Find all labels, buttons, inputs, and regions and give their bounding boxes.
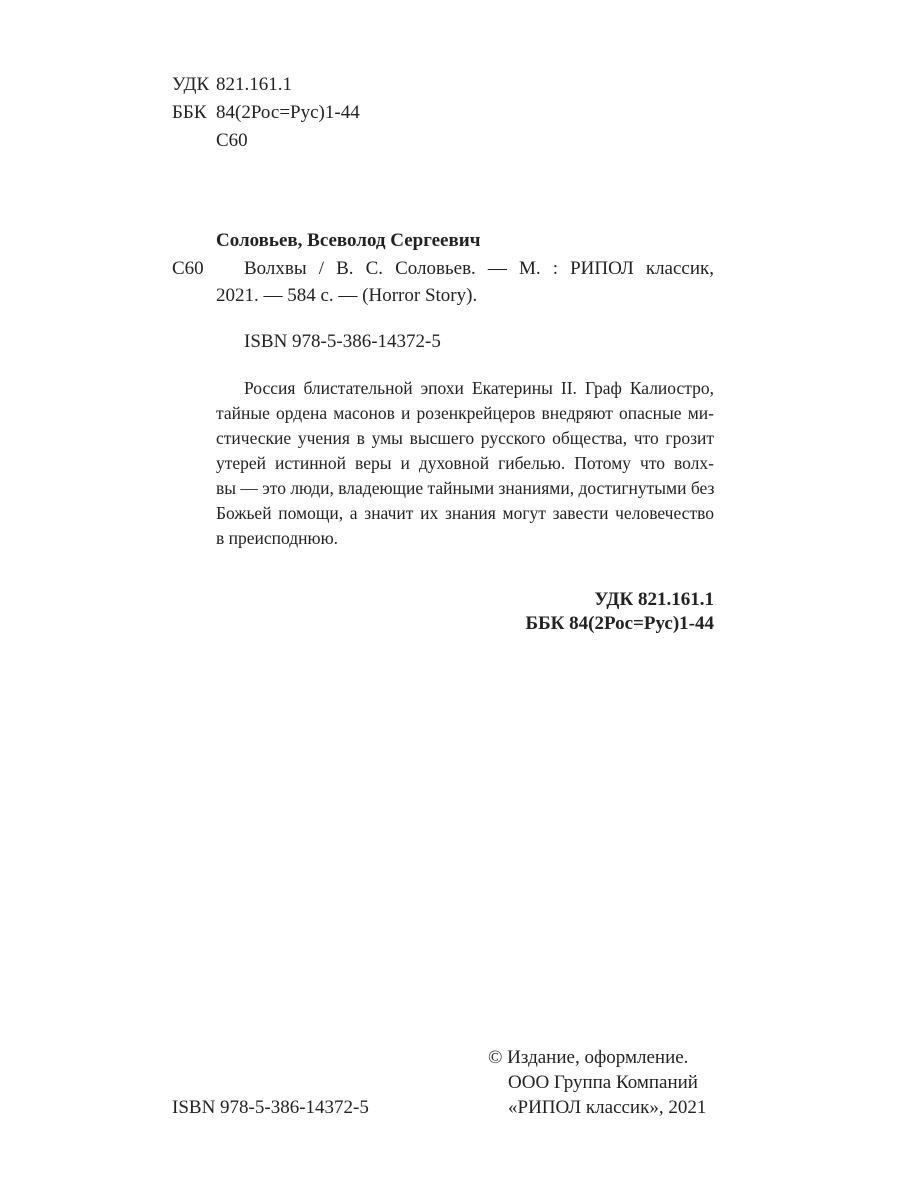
annotation-line: Россия блистательной эпохи Екатерины II. Граф Калиостро, bbox=[244, 378, 714, 398]
record-mark: С60 bbox=[172, 258, 204, 279]
copyright-line-3: «РИПОЛ классик», 2021 bbox=[508, 1097, 707, 1118]
footer-isbn: ISBN 978-5-386-14372-5 bbox=[172, 1097, 369, 1118]
udk-label: УДК bbox=[172, 74, 210, 95]
copyright-line-1: © Издание, оформление. bbox=[488, 1047, 689, 1068]
udk-value: 821.161.1 bbox=[216, 74, 292, 95]
author-mark: С60 bbox=[216, 130, 248, 151]
annotation-line: тайные ордена масонов и розенкрейцеров внедряют опасные ми- bbox=[216, 403, 714, 423]
record-line-2: 2021. — 584 с. — (Horror Story). bbox=[216, 285, 478, 306]
record-author: Соловьев, Всеволод Сергеевич bbox=[216, 230, 481, 251]
annotation-line: вы — это люди, владеющие тайными знаниями, достигнутыми без bbox=[216, 478, 715, 498]
record-isbn: ISBN 978-5-386-14372-5 bbox=[244, 331, 441, 352]
annotation-line: стические учения в умы высшего русского общества, что грозит bbox=[216, 428, 714, 448]
bbk-value: 84(2Рос=Рус)1-44 bbox=[216, 102, 360, 123]
annotation-line: Божьей помощи, а значит их знания могут завести человечество bbox=[216, 503, 714, 523]
classification-udk: УДК 821.161.1 bbox=[594, 589, 714, 610]
copyright-line-2: ООО Группа Компаний bbox=[508, 1072, 698, 1093]
annotation-line: в преисподнюю. bbox=[216, 528, 339, 548]
classification-bbk: ББК 84(2Рос=Рус)1-44 bbox=[525, 613, 714, 634]
annotation-line: утерей истинной веры и духовной гибелью. Потому что волх- bbox=[216, 453, 714, 473]
bbk-label: ББК bbox=[172, 102, 207, 123]
record-line-1: Волхвы / В. С. Соловьев. — М. : РИПОЛ классик, bbox=[244, 258, 714, 279]
